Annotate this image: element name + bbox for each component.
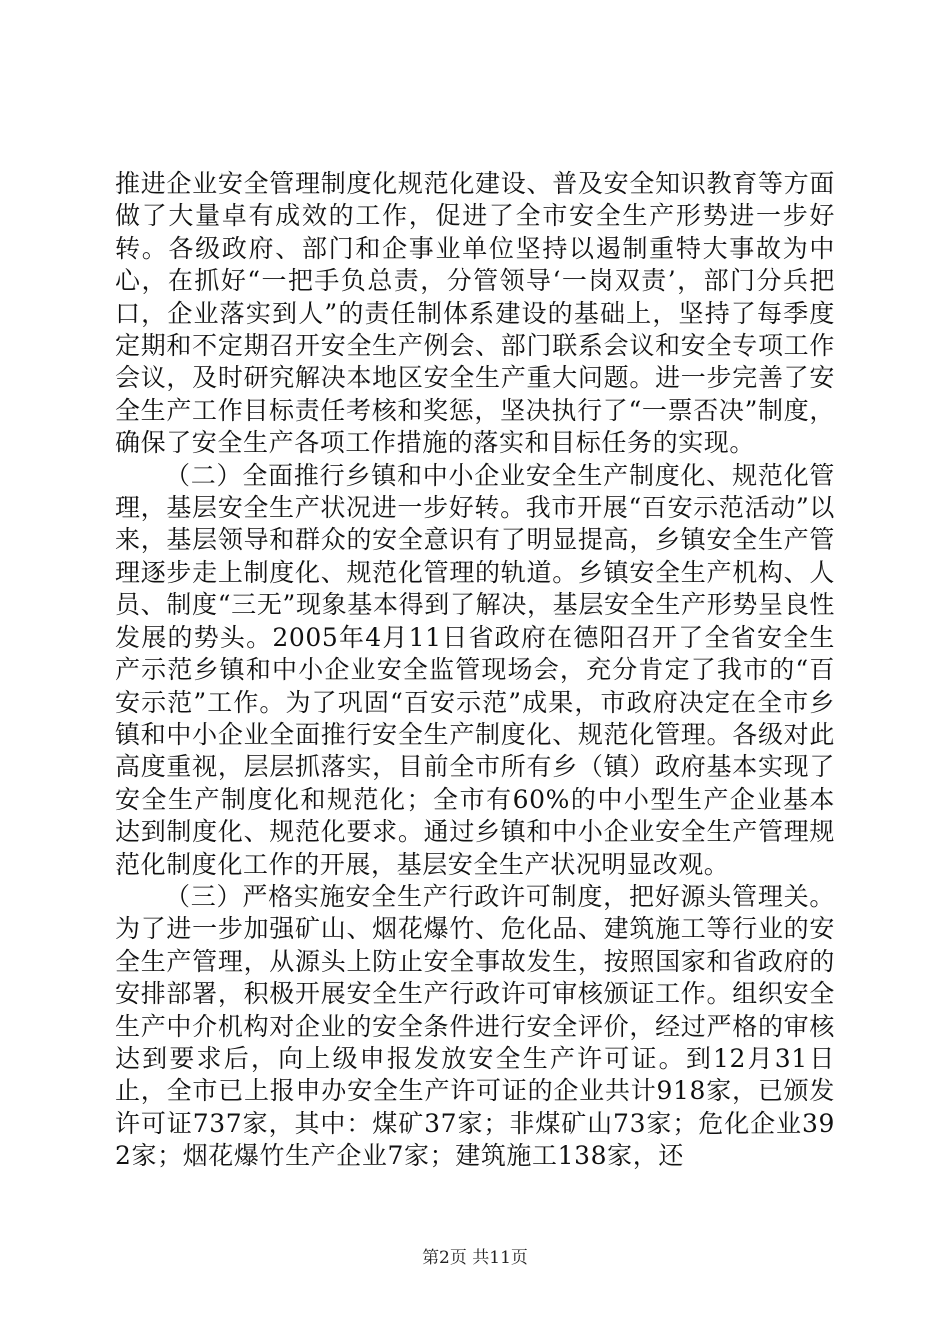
paragraph-3: （三）严格实施安全生产行政许可制度，把好源头管理关。为了进一步加强矿山、烟花爆竹、危化品、建筑施工等行业的安全生产管理，从源头上防止安全事故发生，按照国家和省政府的安排部署，积极开展安全生产行政许可审核颁证工作。组织安全生产中介机构对企业的安全条件进行安全评价，经过严格的审核达到要求后，向上级申报发放安全生产许可证。到12月31日止，全市已上报申办安全生产许可证的企业共计918家，已颁发许可证737家，其中：煤矿37家；非煤矿山73家；危化企业392家；烟花爆竹生产企业7家；建筑施工138家，还	[115, 881, 835, 1171]
paragraph-1: 推进企业安全管理制度化规范化建设、普及安全知识教育等方面做了大量卓有成效的工作，促进了全市安全生产形势进一步好转。各级政府、部门和企事业单位坚持以遏制重特大事故为中心，在抓好“一把手负总责，分管领导‘一岗双责’，部门分兵把口，企业落实到人”的责任制体系建设的基础上，坚持了每季度定期和不定期召开安全生产例会、部门联系会议和安全专项工作会议，及时研究解决本地区安全生产重大问题。进一步完善了安全生产工作目标责任考核和奖惩，坚决执行了“一票否决”制度，确保了安全生产各项工作措施的落实和目标任务的实现。	[115, 169, 835, 458]
page-number-footer: 第2页 共11页	[422, 1248, 528, 1268]
document-body	[115, 168, 835, 1173]
paragraph-2: （二）全面推行乡镇和中小企业安全生产制度化、规范化管理，基层安全生产状况进一步好转。我市开展“百安示范活动”以来，基层领导和群众的安全意识有了明显提高，乡镇安全生产管理逐步走上制度化、规范化管理的轨道。乡镇安全生产机构、人员、制度“三无”现象基本得到了解决，基层安全生产形势呈良性发展的势头。2005年4月11日省政府在德阳召开了全省安全生产示范乡镇和中小企业安全监管现场会，充分肯定了我市的“百安示范”工作。为了巩固“百安示范”成果，市政府决定在全市乡镇和中小企业全面推行安全生产制度化、规范化管理。各级对此高度重视，层层抓落实，目前全市所有乡（镇）政府基本实现了安全生产制度化和规范化；全市有60%的中小型生产企业基本达到制度化、规范化要求。通过乡镇和中小企业安全生产管理规范化制度化工作的开展，基层安全生产状况明显改观。	[115, 460, 835, 879]
